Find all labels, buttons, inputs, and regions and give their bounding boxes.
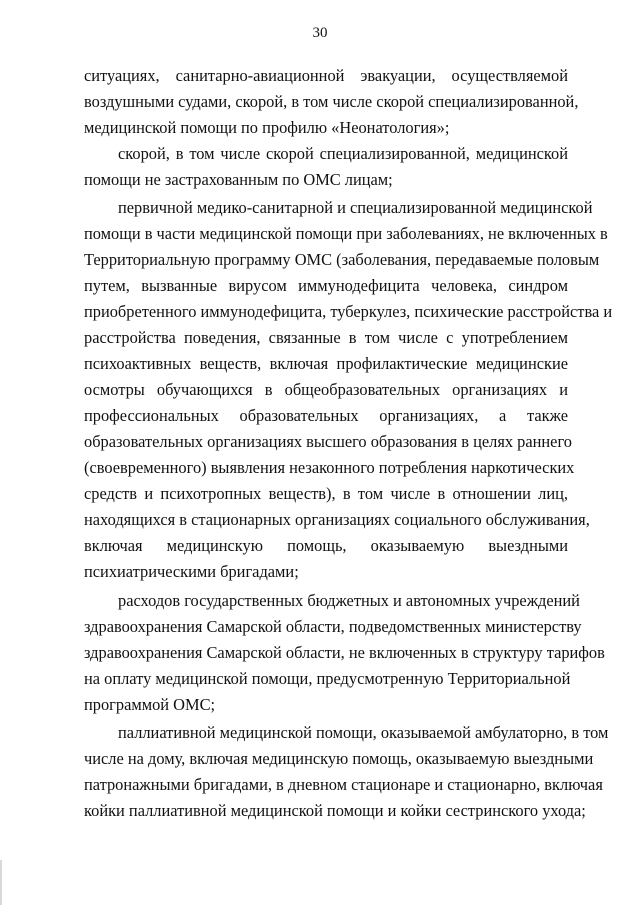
text-line: первичной медико-санитарной и специализированной медицинской	[118, 198, 593, 217]
text-line: осмотры обучающихся в общеобразовательных организациях и	[84, 380, 568, 399]
text-line: скорой, в том числе скорой специализированной, медицинской	[118, 144, 568, 163]
text-line: образовательных организациях высшего образования в целях раннего	[84, 432, 572, 451]
text-line: психоактивных веществ, включая профилактические медицинские	[84, 354, 568, 373]
text-line: средств и психотропных веществ), в том числе в отношении лиц,	[84, 484, 568, 503]
text-line: путем, вызванные вирусом иммунодефицита человека, синдром	[84, 276, 568, 295]
text-line: включая медицинскую помощь, оказываемую выездными	[84, 536, 568, 555]
text-line: медицинской помощи по профилю «Неонатология»;	[84, 118, 450, 137]
text-line: паллиативной медицинской помощи, оказываемой амбулаторно, в том	[118, 723, 609, 742]
scan-edge-shadow	[0, 860, 2, 905]
text-line: расстройства поведения, связанные в том числе с употреблением	[84, 328, 568, 347]
text-line: здравоохранения Самарской области, подведомственных министерству	[84, 617, 582, 636]
text-line: койки паллиативной медицинской помощи и койки сестринского ухода;	[84, 801, 586, 820]
text-line: патронажными бригадами, в дневном стационаре и стационарно, включая	[84, 775, 603, 794]
text-line: (своевременного) выявления незаконного потребления наркотических	[84, 458, 575, 477]
text-line: числе на дому, включая медицинскую помощь, оказываемую выездными	[84, 749, 594, 768]
text-line: ситуациях, санитарно-авиационной эвакуации, осуществляемой	[84, 66, 568, 85]
page-number: 30	[312, 25, 328, 41]
text-line: приобретенного иммунодефицита, туберкулез, психические расстройства и	[84, 302, 613, 321]
text-line: помощи в части медицинской помощи при заболеваниях, не включенных в	[84, 224, 608, 243]
text-line: Территориальную программу ОМС (заболевания, передаваемые половым	[84, 250, 600, 269]
text-line: здравоохранения Самарской области, не включенных в структуру тарифов	[84, 643, 605, 662]
text-line: расходов государственных бюджетных и автономных учреждений	[118, 591, 580, 610]
text-line: находящихся в стационарных организациях социального обслуживания,	[84, 510, 590, 529]
text-line: психиатрическими бригадами;	[84, 562, 299, 581]
text-line: помощи не застрахованным по ОМС лицам;	[84, 170, 393, 189]
text-line: воздушными судами, скорой, в том числе скорой специализированной,	[84, 92, 579, 111]
text-line: профессиональных образовательных организациях, а также	[84, 406, 568, 425]
text-line: программой ОМС;	[84, 695, 216, 714]
text-line: на оплату медицинской помощи, предусмотренную Территориальной	[84, 669, 571, 688]
